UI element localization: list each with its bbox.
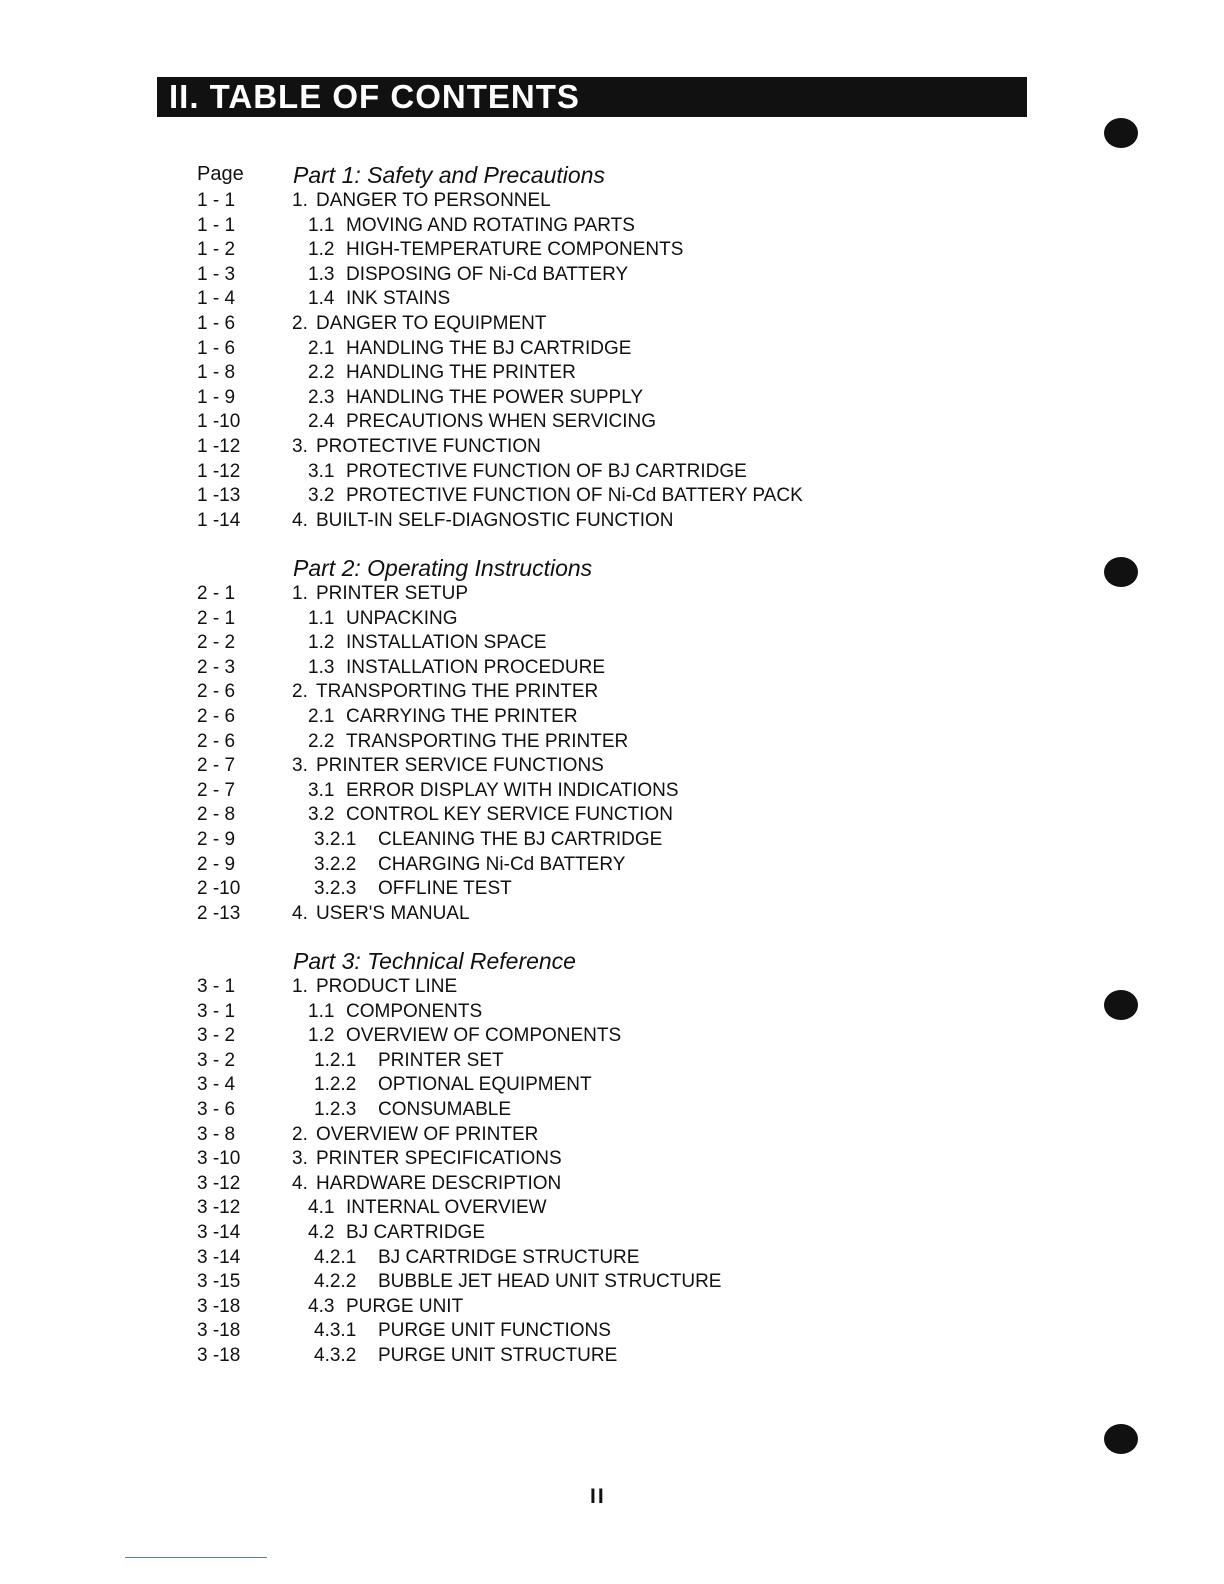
toc-entry <box>0 877 1224 901</box>
toc-section-number: 4. <box>292 902 308 924</box>
toc-section-number: 4.2.2 <box>314 1271 357 1293</box>
part-title: Part 2: Operating Instructions <box>293 555 593 581</box>
toc-section-title: HANDLING THE PRINTER <box>346 362 576 384</box>
toc-page-number: 2 - 1 <box>197 583 236 604</box>
toc-section-number: 1. <box>292 583 308 604</box>
toc-entry <box>0 1319 1224 1343</box>
section-header-bar <box>157 77 1027 117</box>
punch-hole <box>1104 1424 1138 1454</box>
toc-page-number: 3 -10 <box>197 1148 241 1170</box>
page-number: II <box>590 1485 606 1508</box>
toc-section-title: INTERNAL OVERVIEW <box>346 1197 547 1219</box>
toc-entry <box>0 1344 1224 1368</box>
toc-section-number: 4. <box>292 509 308 531</box>
toc-page-number: 2 - 7 <box>197 779 236 801</box>
toc-section-title: PRINTER SERVICE FUNCTIONS <box>316 755 604 777</box>
toc-page-number: 1 - 8 <box>197 362 236 384</box>
toc-section-title: MOVING AND ROTATING PARTS <box>346 214 635 236</box>
toc-section-title: BUBBLE JET HEAD UNIT STRUCTURE <box>378 1271 722 1293</box>
toc-entry <box>0 975 1224 999</box>
toc-section-title: CONTROL KEY SERVICE FUNCTION <box>346 804 673 826</box>
toc-section-number: 4.2 <box>308 1222 335 1243</box>
toc-page-number: 1 - 3 <box>197 263 236 285</box>
toc-section-number: 1.2.2 <box>314 1074 357 1096</box>
toc-page-number: 3 - 8 <box>197 1123 236 1145</box>
toc-section-number: 4.3.2 <box>314 1345 357 1366</box>
toc-section-title: HANDLING THE BJ CARTRIDGE <box>346 337 632 359</box>
toc-section-number: 1. <box>292 976 308 997</box>
toc-page-number: 1 - 4 <box>197 288 236 310</box>
part-title: Part 3: Technical Reference <box>293 948 576 974</box>
toc-section-number: 1.1 <box>308 1000 335 1022</box>
toc-section-number: 4.3 <box>308 1295 335 1317</box>
toc-page-number: 3 - 2 <box>197 1049 236 1071</box>
toc-section-title: TRANSPORTING THE PRINTER <box>346 730 629 752</box>
toc-page-number: 2 - 6 <box>197 706 236 727</box>
toc-section-number: 3.2.1 <box>314 829 357 850</box>
toc-page-number: 2 - 6 <box>197 681 236 703</box>
toc-section-number: 1.2.3 <box>314 1099 357 1120</box>
toc-section-number: 2. <box>292 681 308 703</box>
toc-section-title: CLEANING THE BJ CARTRIDGE <box>378 829 663 850</box>
toc-section-number: 3.2.2 <box>314 853 357 875</box>
toc-page-number: 2 - 2 <box>197 632 236 654</box>
punch-hole <box>1104 990 1138 1020</box>
toc-page-number: 1 - 9 <box>197 386 236 408</box>
toc-entry <box>0 238 1224 262</box>
toc-entry <box>0 361 1224 385</box>
toc-entry <box>0 1295 1224 1319</box>
toc-section-number: 2.2 <box>308 362 335 384</box>
toc-section-title: PROTECTIVE FUNCTION <box>316 436 541 457</box>
toc-section-number: 2.1 <box>308 706 335 727</box>
toc-entry <box>0 263 1224 287</box>
toc-section-title: COMPONENTS <box>346 1000 483 1022</box>
toc-entry <box>0 1024 1224 1048</box>
toc-entry <box>0 287 1224 311</box>
toc-entry <box>0 1221 1224 1245</box>
punch-hole <box>1104 557 1138 587</box>
toc-page-number: 2 - 8 <box>197 804 236 826</box>
toc-section-number: 1.2.1 <box>314 1049 357 1071</box>
toc-page-number: 3 -12 <box>197 1197 241 1219</box>
toc-section-title: PROTECTIVE FUNCTION OF BJ CARTRIDGE <box>346 460 747 482</box>
toc-page-number: 2 - 3 <box>197 656 236 678</box>
toc-section-title: BUILT-IN SELF-DIAGNOSTIC FUNCTION <box>316 509 674 531</box>
toc-entry <box>0 631 1224 655</box>
toc-section-title: BJ CARTRIDGE STRUCTURE <box>378 1246 640 1268</box>
toc-section-number: 3. <box>292 755 308 777</box>
toc-section-number: 1.3 <box>308 263 335 285</box>
toc-section-number: 2.1 <box>308 337 335 359</box>
toc-section-number: 1.1 <box>308 214 335 236</box>
toc-section-title: HANDLING THE POWER SUPPLY <box>346 386 644 408</box>
toc-entry <box>0 337 1224 361</box>
toc-entry <box>0 779 1224 803</box>
toc-section-number: 3.1 <box>308 779 335 801</box>
toc-page-number: 3 -14 <box>197 1246 241 1268</box>
toc-section-number: 1.2 <box>308 632 335 654</box>
toc-section-number: 4.2.1 <box>314 1246 357 1268</box>
toc-entry <box>0 410 1224 434</box>
page-title: II. TABLE OF CONTENTS <box>169 78 580 115</box>
toc-section-number: 2.4 <box>308 411 335 433</box>
toc-section-title: BJ CARTRIDGE <box>346 1222 486 1243</box>
toc-page-number: 3 -12 <box>197 1172 241 1194</box>
toc-page-number: 3 - 1 <box>197 1000 236 1022</box>
toc-entry <box>0 214 1224 238</box>
toc-page-number: 1 -10 <box>197 411 241 433</box>
toc-page-number: 3 -15 <box>197 1271 241 1293</box>
toc-entry <box>0 1073 1224 1097</box>
toc-page-number: 1 -13 <box>197 485 241 507</box>
toc-section-title: CONSUMABLE <box>378 1099 512 1120</box>
toc-page-number: 2 -10 <box>197 878 241 900</box>
toc-page-number: 1 -12 <box>197 460 241 482</box>
toc-section-title: PURGE UNIT <box>346 1295 464 1317</box>
page-column-label: Page <box>197 163 244 185</box>
toc-entry <box>0 312 1224 336</box>
toc-entry <box>0 189 1224 213</box>
toc-section-number: 1.1 <box>308 607 335 629</box>
toc-section-title: OFFLINE TEST <box>378 878 512 900</box>
toc-page-number: 1 -14 <box>197 509 241 531</box>
toc-section-title: TRANSPORTING THE PRINTER <box>316 681 599 703</box>
toc-section-title: PROTECTIVE FUNCTION OF Ni-Cd BATTERY PACK <box>346 485 803 507</box>
toc-entry <box>0 1000 1224 1024</box>
toc-page-number: 1 - 6 <box>197 337 236 359</box>
toc-section-title: CARRYING THE PRINTER <box>346 706 578 727</box>
toc-page-number: 1 - 1 <box>197 190 236 211</box>
toc-page-number: 3 - 1 <box>197 976 236 997</box>
toc-page-number: 3 - 2 <box>197 1025 236 1047</box>
toc-page-number: 2 - 6 <box>197 730 236 752</box>
toc-entry <box>0 1246 1224 1270</box>
toc-section-title: UNPACKING <box>346 607 458 629</box>
toc-entry <box>0 509 1224 533</box>
toc-section-number: 3.2 <box>308 485 335 507</box>
toc-entry <box>0 1147 1224 1171</box>
toc-page-number: 2 - 1 <box>197 607 236 629</box>
toc-section-title: HIGH-TEMPERATURE COMPONENTS <box>346 239 684 261</box>
toc-section-number: 2. <box>292 1123 308 1145</box>
toc-section-number: 3.2.3 <box>314 878 357 900</box>
toc-page-number: 2 - 9 <box>197 853 236 875</box>
toc-section-number: 3. <box>292 1148 308 1170</box>
toc-entry <box>0 754 1224 778</box>
toc-entry <box>0 730 1224 754</box>
toc-page-number: 3 - 4 <box>197 1074 236 1096</box>
part-title: Part 1: Safety and Precautions <box>293 162 605 188</box>
toc-section-number: 3.2 <box>308 804 335 826</box>
toc-section-number: 1.4 <box>308 288 335 310</box>
toc-entry <box>0 435 1224 459</box>
toc-page-number: 1 - 2 <box>197 239 236 261</box>
toc-section-number: 3.1 <box>308 460 335 482</box>
toc-section-title: DANGER TO EQUIPMENT <box>316 313 547 334</box>
toc-section-title: PRINTER SETUP <box>316 583 469 604</box>
toc-section-number: 1.2 <box>308 239 335 261</box>
toc-page-number: 2 -13 <box>197 902 241 924</box>
toc-section-title: PRODUCT LINE <box>316 976 458 997</box>
toc-entry <box>0 656 1224 680</box>
toc-page-number: 2 - 9 <box>197 829 236 850</box>
footer-rule <box>125 1557 267 1558</box>
toc-page-number: 2 - 7 <box>197 755 236 777</box>
toc-section-number: 2. <box>292 313 308 334</box>
toc-entry <box>0 828 1224 852</box>
toc-section-title: ERROR DISPLAY WITH INDICATIONS <box>346 779 679 801</box>
toc-entry <box>0 1270 1224 1294</box>
toc-entry <box>0 1049 1224 1073</box>
toc-page-number: 3 - 6 <box>197 1099 236 1120</box>
toc-entry <box>0 484 1224 508</box>
toc-section-number: 2.3 <box>308 386 335 408</box>
toc-page-number: 3 -18 <box>197 1345 241 1366</box>
punch-hole <box>1104 118 1138 148</box>
toc-page-number: 3 -14 <box>197 1222 241 1243</box>
toc-section-title: PURGE UNIT STRUCTURE <box>378 1345 618 1366</box>
toc-section-title: INK STAINS <box>346 288 451 310</box>
toc-entry <box>0 460 1224 484</box>
toc-entry <box>0 607 1224 631</box>
toc-entry <box>0 680 1224 704</box>
toc-entry <box>0 582 1224 606</box>
toc-entry <box>0 853 1224 877</box>
toc-section-title: DISPOSING OF Ni-Cd BATTERY <box>346 263 629 285</box>
toc-section-number: 1.3 <box>308 656 335 678</box>
toc-section-number: 3. <box>292 436 308 457</box>
toc-section-number: 1. <box>292 190 308 211</box>
toc-section-number: 4.3.1 <box>314 1320 357 1342</box>
toc-section-title: OVERVIEW OF PRINTER <box>316 1123 539 1145</box>
toc-section-title: USER'S MANUAL <box>316 902 470 924</box>
toc-section-title: CHARGING Ni-Cd BATTERY <box>378 853 626 875</box>
toc-section-title: INSTALLATION SPACE <box>346 632 547 654</box>
toc-section-title: OVERVIEW OF COMPONENTS <box>346 1025 622 1047</box>
toc-section-number: 4. <box>292 1172 308 1194</box>
toc-page-number: 1 - 1 <box>197 214 236 236</box>
toc-section-number: 2.2 <box>308 730 335 752</box>
toc-section-title: PRINTER SET <box>378 1049 504 1071</box>
toc-entry <box>0 1196 1224 1220</box>
toc-section-title: DANGER TO PERSONNEL <box>316 190 551 211</box>
toc-page-number: 3 -18 <box>197 1320 241 1342</box>
toc-section-title: INSTALLATION PROCEDURE <box>346 656 606 678</box>
toc-section-title: HARDWARE DESCRIPTION <box>316 1172 562 1194</box>
toc-entry <box>0 1098 1224 1122</box>
toc-section-title: OPTIONAL EQUIPMENT <box>378 1074 592 1096</box>
toc-page-number: 1 -12 <box>197 436 241 457</box>
toc-section-number: 1.2 <box>308 1025 335 1047</box>
toc-section-title: PRECAUTIONS WHEN SERVICING <box>346 411 657 433</box>
toc-entry <box>0 803 1224 827</box>
toc-section-title: PRINTER SPECIFICATIONS <box>316 1148 562 1170</box>
toc-section-number: 4.1 <box>308 1197 335 1219</box>
toc-entry <box>0 386 1224 410</box>
toc-entry <box>0 1123 1224 1147</box>
toc-page-number: 3 -18 <box>197 1295 241 1317</box>
toc-page-number: 1 - 6 <box>197 313 236 334</box>
toc-entry <box>0 902 1224 926</box>
toc-section-title: PURGE UNIT FUNCTIONS <box>378 1320 611 1342</box>
toc-entry <box>0 1172 1224 1196</box>
toc-entry <box>0 705 1224 729</box>
